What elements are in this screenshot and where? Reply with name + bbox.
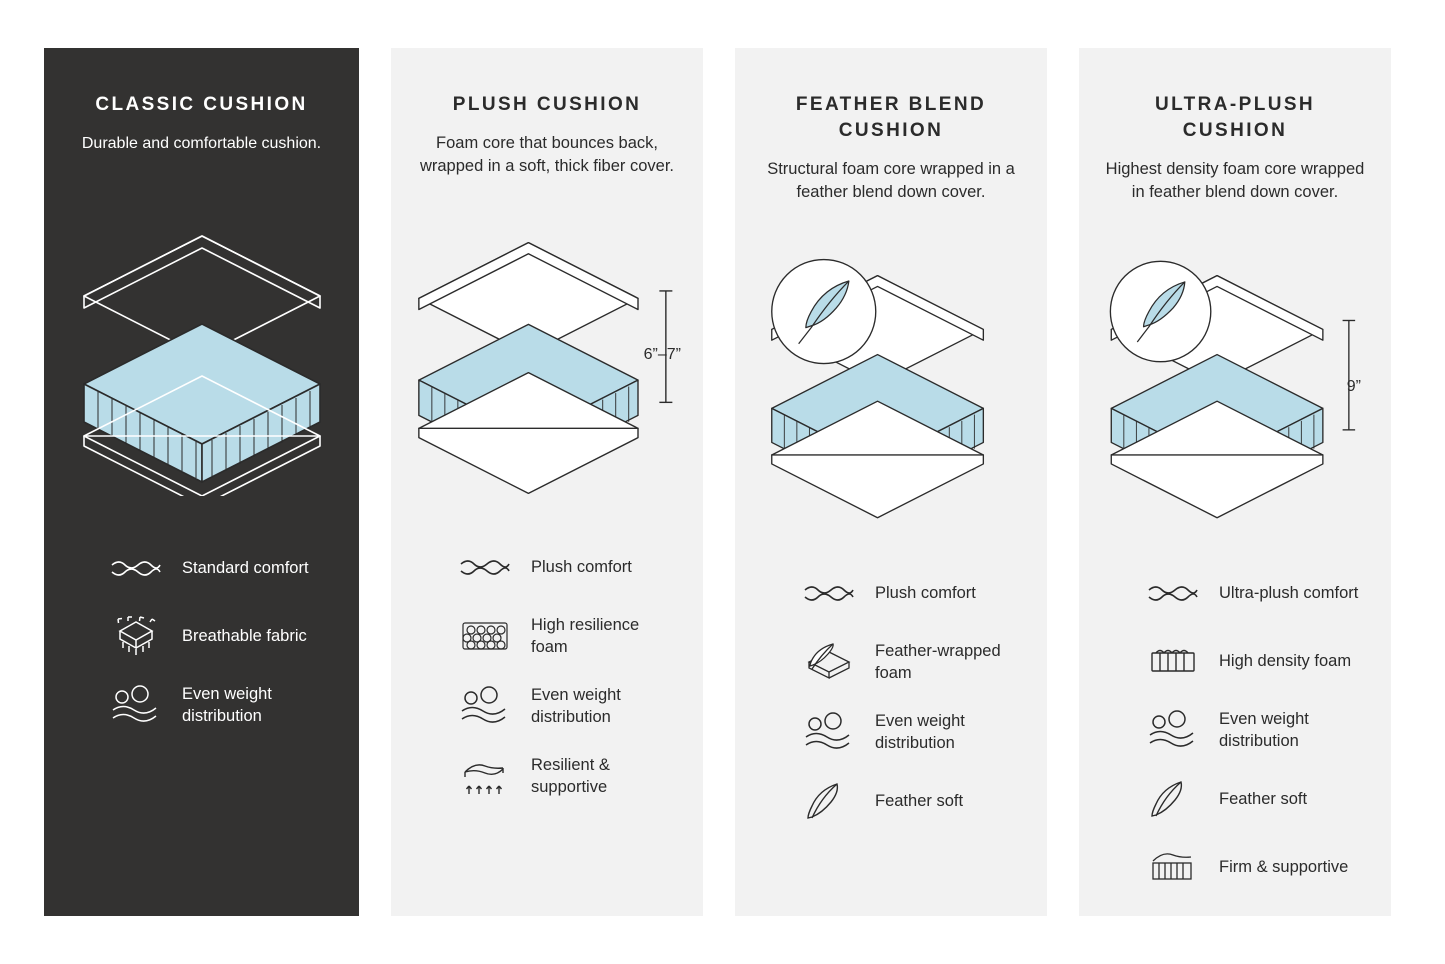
feature-label: Even weight distribution [875,712,965,752]
dimension-label: 9” [1346,378,1361,395]
feature-label: High density foam [1219,652,1352,670]
firm-support-icon [1145,846,1201,888]
cushion-layer-diagram-ultra-plush [1105,244,1365,544]
feature-item [457,684,677,728]
feature-item [457,546,677,588]
feature-item [801,710,1021,754]
feature-label: Resilient & supportive [531,756,610,796]
feature-label: Plush comfort [531,558,632,576]
cushion-layer-diagram-classic [70,211,333,511]
dense-foam-icon [1145,640,1201,682]
feature-item [1145,846,1365,888]
feature-label: Feather soft [1219,790,1308,808]
feature-label: Standard comfort [182,559,309,577]
feature-label: Even weight distribution [1219,710,1309,750]
honeycomb-foam-icon [457,615,513,657]
feature-item [1145,708,1365,752]
breathable-fabric-icon [108,615,164,657]
card-description: Foam core that bounces back, wrapped in a soft, thick fiber cover. [419,134,675,175]
feature-item [801,780,1021,822]
feature-label: Plush comfort [875,584,976,602]
dimension-label: 6”–7” [643,346,681,363]
card-description: Highest density foam core wrapped in feather blend down cover. [1105,160,1365,201]
feather-icon [1145,778,1201,820]
feature-item [457,754,677,798]
feature-item [108,615,333,657]
card-title: PLUSH CUSHION [452,94,642,115]
card-title: ULTRA-PLUSH CUSHION [1154,94,1316,141]
feature-label: Even weight distribution [182,685,272,725]
wave-icon [457,546,513,588]
feature-label: Even weight distribution [531,686,621,726]
weight-distribution-icon [108,684,164,726]
supportive-seat-icon [457,755,513,797]
exploded-cushion-illustration [761,244,1021,544]
card-description: Durable and comfortable cushion. [81,135,322,152]
cushion-layer-diagram-feather [761,244,1021,544]
card-ultra-plush-cushion[interactable] [1079,48,1391,916]
exploded-cushion-illustration [417,223,677,513]
feature-item [1145,778,1365,820]
weight-distribution-icon [457,685,513,727]
feather-wrapped-foam-icon [801,641,857,683]
feature-item [1145,640,1365,682]
wave-icon [108,547,164,589]
feature-item [801,640,1021,684]
feature-label: Breathable fabric [182,627,307,645]
card-title: FEATHER BLEND CUSHION [795,94,987,141]
feature-list [761,572,1021,848]
exploded-cushion-illustration [72,226,332,496]
feature-list [417,546,677,824]
weight-distribution-icon [801,711,857,753]
card-feather-blend-cushion[interactable] [735,48,1047,916]
feather-icon [801,780,857,822]
feature-item [108,683,333,727]
feature-item [457,614,677,658]
feature-list [70,547,333,753]
feature-list [1105,572,1365,914]
feature-item [801,572,1021,614]
feature-label: Feather-wrapped foam [875,642,1001,682]
weight-distribution-icon [1145,709,1201,751]
wave-icon [801,572,857,614]
exploded-cushion-illustration [1105,244,1365,544]
feature-item [1145,572,1365,614]
card-description: Structural foam core wrapped in a feather blend down cover. [767,160,1015,201]
feature-label: Ultra-plush comfort [1219,584,1359,602]
card-title: CLASSIC CUSHION [95,94,308,115]
wave-icon [1145,572,1201,614]
card-classic-cushion[interactable] [44,48,359,916]
feature-label: Feather soft [875,792,964,810]
feature-label: Firm & supportive [1219,858,1349,876]
feature-item [108,547,333,589]
card-plush-cushion[interactable] [391,48,703,916]
feature-label: High resilience foam [531,616,640,656]
cushion-layer-diagram-plush [417,218,681,518]
